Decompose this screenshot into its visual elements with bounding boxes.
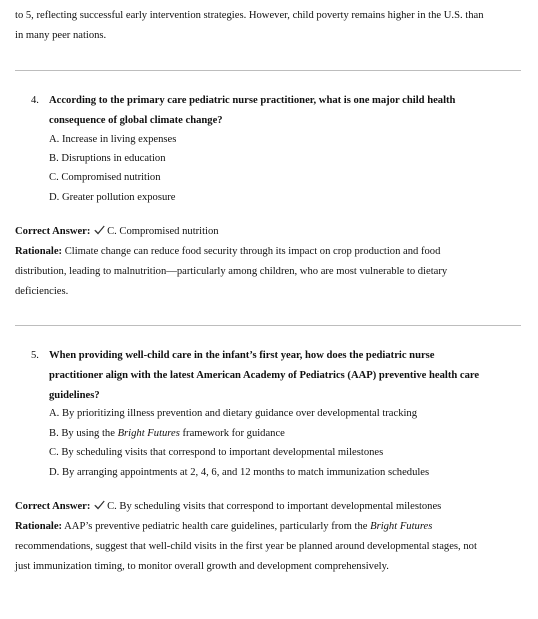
question-4-rationale-label: Rationale: (15, 246, 63, 257)
question-4-correct-label: Correct Answer: (15, 226, 91, 237)
question-4-number: 4. (31, 95, 39, 106)
question-4-answer-block (15, 222, 520, 302)
section-divider (15, 70, 521, 71)
question-5-rationale-line-1-italic: Bright Futures (370, 521, 433, 532)
question-5-rationale-line-1-prefix: AAP’s preventive pediatric health care guidelines, particularly from the (64, 521, 371, 532)
question-5-correct-label: Correct Answer: (15, 501, 91, 512)
question-4-line-2: consequence of global climate change? (49, 115, 223, 126)
question-5-rationale-line-2: recommendations, suggest that well-child visits in the first year be planned around developmental stages, not (15, 541, 477, 552)
option-b-suffix: framework for guidance (179, 428, 285, 439)
question-4-text (49, 91, 519, 131)
question-4-correct-answer: C. Compromised nutrition (107, 226, 219, 237)
question-5-number: 5. (31, 350, 39, 361)
question-5-answer-block (15, 497, 520, 577)
question-5-line-3: guidelines? (49, 390, 100, 401)
question-5-line-2: practitioner align with the latest American Academy of Pediatrics (AAP) preventive health care (49, 370, 480, 381)
question-5-line-1: When providing well-child care in the infant’s first year, how does the pediatric nurse (49, 350, 435, 361)
question-5-option-c: C. By scheduling visits that correspond to important developmental milestones (49, 447, 384, 458)
question-4-rationale-line-3: deficiencies. (15, 286, 69, 297)
question-4-option-a: A. Increase in living expenses (49, 134, 177, 145)
question-5-option-d: D. By arranging appointments at 2, 4, 6, and 12 months to match immunization schedules (49, 467, 430, 478)
intro-line-2: in many peer nations. (15, 30, 107, 41)
intro-paragraph (15, 6, 520, 46)
option-b-italic: Bright Futures (117, 428, 180, 439)
question-5-rationale-label: Rationale: (15, 521, 63, 532)
section-divider (15, 325, 521, 326)
question-5-text (49, 346, 519, 406)
question-5-correct-answer: C. By scheduling visits that correspond to important developmental milestones (107, 501, 442, 512)
question-5-option-b (49, 424, 519, 443)
option-b-prefix: B. By using the (49, 428, 118, 439)
intro-line-1: to 5, reflecting successful early intervention strategies. However, child poverty remains higher in the U.S. than (15, 10, 484, 21)
question-4-option-d: D. Greater pollution exposure (49, 192, 176, 203)
check-mark-icon (94, 225, 105, 235)
question-4-option-c: C. Compromised nutrition (49, 172, 161, 183)
question-4-rationale-line-1: Climate change can reduce food security through its impact on crop production and food (64, 246, 441, 257)
question-5-rationale-line-3: just immunization timing, to monitor overall growth and development comprehensively. (15, 561, 389, 572)
question-4-option-b: B. Disruptions in education (49, 153, 166, 164)
question-5-option-a: A. By prioritizing illness prevention and dietary guidance over developmental tracking (49, 408, 418, 419)
question-4-line-1: According to the primary care pediatric nurse practitioner, what is one major child health (49, 95, 456, 106)
question-4-rationale-line-2: distribution, leading to malnutrition—particularly among children, who are most vulnerable to dietary (15, 266, 448, 277)
check-mark-icon (94, 500, 105, 510)
